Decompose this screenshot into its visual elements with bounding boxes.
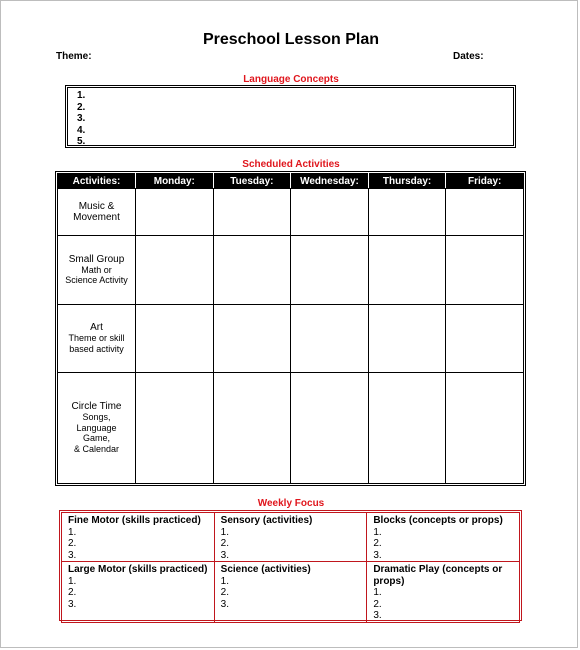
schedule-cell[interactable] (213, 189, 291, 236)
focus-cell-heading: Large Motor (skills practiced) (68, 564, 208, 575)
table-row (58, 189, 524, 236)
focus-cell-dramatic-play[interactable] (367, 562, 520, 623)
schedule-cell[interactable] (213, 304, 291, 372)
table-row (58, 372, 524, 483)
focus-item: 2. (68, 587, 77, 598)
activity-name: Small Group (68, 253, 125, 265)
column-header-monday: Monday: (136, 174, 214, 189)
column-header-wednesday: Wednesday: (291, 174, 369, 189)
focus-cell-science[interactable] (214, 562, 367, 623)
language-concept-item: 1. (77, 90, 86, 101)
language-concept-item: 5. (77, 136, 86, 148)
focus-item: 2. (373, 538, 382, 549)
schedule-cell[interactable] (446, 189, 524, 236)
focus-item: 2. (68, 538, 77, 549)
schedule-cell[interactable] (213, 372, 291, 483)
schedule-cell[interactable] (446, 304, 524, 372)
focus-item: 3. (220, 549, 229, 561)
scheduled-activities-table (55, 171, 526, 486)
column-header-tuesday: Tuesday: (213, 174, 291, 189)
focus-item: 3. (373, 549, 382, 561)
focus-item: 1. (373, 587, 382, 598)
focus-cell-heading: Fine Motor (skills practiced) (68, 515, 201, 526)
weekly-focus-table (59, 510, 522, 621)
focus-cell-blocks[interactable] (367, 513, 520, 562)
schedule-cell[interactable] (446, 372, 524, 483)
table-row (62, 513, 520, 562)
focus-cell-heading: Blocks (concepts or props) (373, 515, 503, 526)
focus-item: 1. (68, 575, 77, 587)
schedule-cell[interactable] (136, 372, 214, 483)
activity-label-cell (58, 372, 136, 483)
schedule-cell[interactable] (136, 236, 214, 304)
activity-name: Art (90, 322, 103, 334)
scheduled-activities-heading: Scheduled Activities (242, 159, 340, 170)
focus-cell-sensory[interactable] (214, 513, 367, 562)
table-row (58, 304, 524, 372)
focus-item: 1. (220, 575, 229, 587)
schedule-cell[interactable] (368, 189, 446, 236)
language-concept-item: 3. (77, 113, 86, 125)
activity-description: Language (76, 422, 117, 433)
table-row (58, 236, 524, 304)
activity-description: Science Activity (65, 275, 128, 286)
activity-name: Music & (78, 201, 115, 213)
language-concepts-box (65, 85, 516, 148)
dates-label: Dates: (453, 51, 484, 62)
focus-item: 2. (220, 538, 229, 549)
focus-item: 3. (68, 598, 77, 610)
focus-item: 1. (68, 526, 77, 538)
focus-item: 3. (68, 549, 77, 561)
focus-item: 2. (373, 598, 382, 610)
schedule-cell[interactable] (446, 236, 524, 304)
focus-item: 3. (220, 598, 229, 610)
schedule-cell[interactable] (291, 372, 369, 483)
column-header-friday: Friday: (446, 174, 524, 189)
schedule-cell[interactable] (291, 304, 369, 372)
activity-label-cell (58, 189, 136, 236)
language-concepts-heading: Language Concepts (243, 74, 339, 85)
table-row (62, 562, 520, 623)
activity-description: Songs, (82, 412, 111, 423)
activity-name: Movement (73, 212, 120, 224)
focus-item: 1. (220, 526, 229, 538)
schedule-cell[interactable] (213, 236, 291, 304)
language-concepts-list (67, 87, 514, 146)
activity-description: Game, (82, 433, 110, 444)
schedule-cell[interactable] (136, 304, 214, 372)
schedule-cell[interactable] (368, 304, 446, 372)
focus-cell-heading: Dramatic Play (concepts or props) (373, 564, 503, 587)
focus-item: 3. (373, 610, 382, 621)
schedule-cell[interactable] (368, 372, 446, 483)
theme-label: Theme: (56, 51, 92, 62)
focus-cell-large-motor[interactable] (62, 562, 215, 623)
language-concept-item: 2. (77, 101, 86, 113)
schedule-cell[interactable] (368, 236, 446, 304)
schedule-cell[interactable] (291, 189, 369, 236)
activity-description: Theme or skill (68, 333, 125, 344)
column-header-thursday: Thursday: (368, 174, 446, 189)
weekly-focus-heading: Weekly Focus (257, 498, 325, 509)
focus-item: 1. (373, 526, 382, 538)
activity-description: & Calendar (73, 443, 120, 454)
language-concept-item: 4. (77, 124, 86, 136)
activity-description: Math or (81, 264, 112, 275)
focus-item: 2. (220, 587, 229, 598)
schedule-cell[interactable] (291, 236, 369, 304)
focus-cell-heading: Sensory (activities) (220, 515, 313, 526)
activity-description: based activity (69, 343, 124, 354)
schedule-cell[interactable] (136, 189, 214, 236)
focus-cell-heading: Science (activities) (220, 564, 311, 575)
activity-name: Circle Time (71, 401, 122, 413)
activity-label-cell (58, 236, 136, 304)
focus-cell-fine-motor[interactable] (62, 513, 215, 562)
activity-label-cell (58, 304, 136, 372)
column-header-activities: Activities: (58, 174, 136, 189)
table-header-row (58, 174, 524, 189)
page-title: Preschool Lesson Plan (202, 31, 380, 48)
